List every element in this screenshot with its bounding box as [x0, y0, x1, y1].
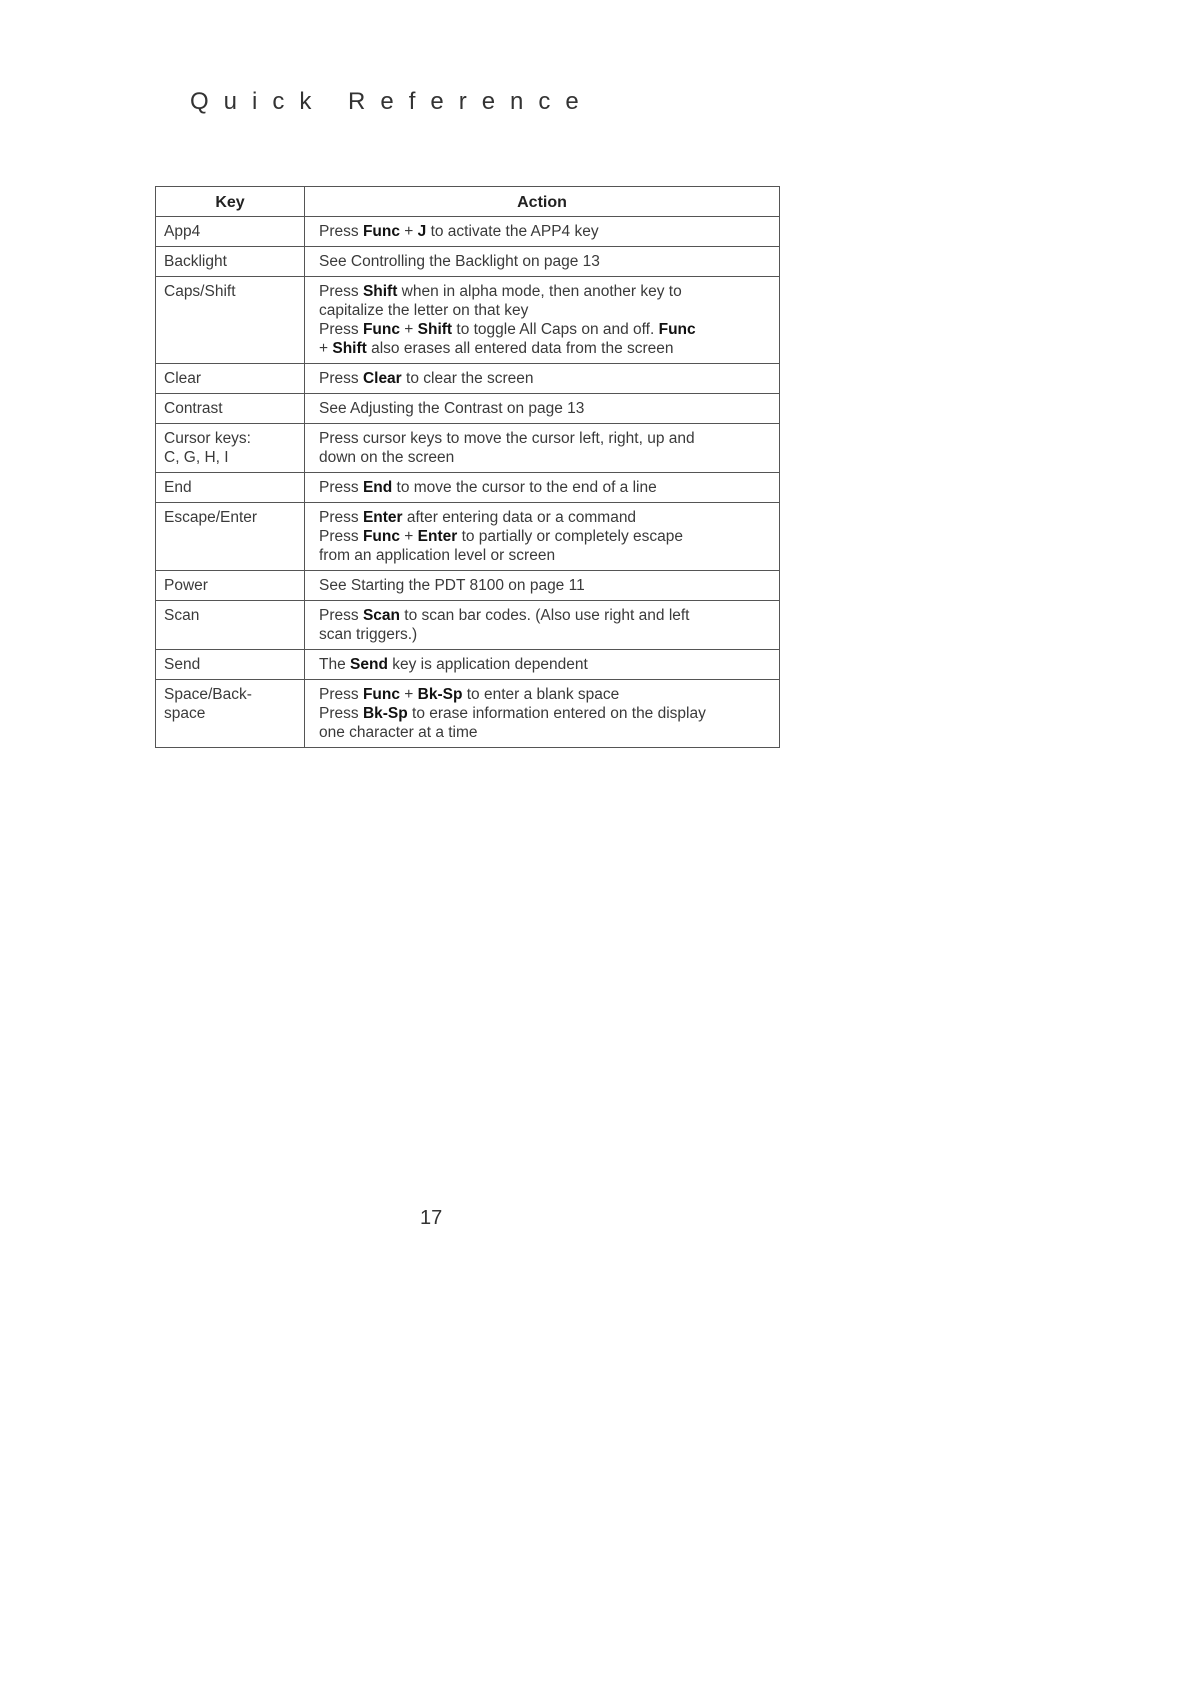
key-term: Func: [362, 321, 400, 338]
action-text: Press: [319, 607, 363, 624]
action-cell: [305, 571, 780, 601]
key-cell: [156, 277, 305, 364]
key-cell: [156, 680, 305, 748]
key-term: Scan: [362, 607, 400, 624]
key-label: Send: [164, 656, 201, 673]
action-line: [319, 723, 769, 742]
action-line: [319, 282, 769, 301]
table-row: [156, 650, 780, 680]
action-cell: [305, 424, 780, 473]
action-text: from an application level or screen: [319, 547, 556, 564]
key-term: Enter: [417, 528, 458, 545]
key-cell: [156, 601, 305, 650]
action-text: Press cursor keys to move the cursor left, right, up and: [319, 430, 695, 447]
table-row: [156, 394, 780, 424]
action-line: [319, 301, 769, 320]
action-text: +: [319, 340, 333, 357]
key-label: C, G, H, I: [164, 449, 229, 466]
action-line: [319, 222, 769, 241]
action-text: capitalize the letter on that key: [319, 302, 529, 319]
action-text: Press: [319, 370, 363, 387]
action-text: Press: [319, 479, 363, 496]
table-row: [156, 680, 780, 748]
action-text: See Starting the PDT 8100 on page 11: [319, 577, 585, 594]
key-cell: [156, 247, 305, 277]
key-term: Func: [658, 321, 696, 338]
key-term: Func: [362, 686, 400, 703]
key-label: Clear: [164, 370, 202, 387]
key-cell: [156, 503, 305, 571]
page-title: Quick Reference: [190, 88, 594, 115]
action-line: [319, 527, 769, 546]
key-term: End: [362, 479, 393, 496]
action-line: [319, 606, 769, 625]
action-line: [319, 685, 769, 704]
key-label: App4: [164, 223, 201, 240]
key-label: Cursor keys:: [164, 430, 251, 447]
action-text: to erase information entered on the display: [407, 705, 706, 722]
table-row: [156, 503, 780, 571]
action-line: [319, 339, 769, 358]
action-cell: [305, 650, 780, 680]
action-cell: [305, 277, 780, 364]
action-text: +: [399, 528, 418, 545]
action-line: [319, 478, 769, 497]
action-cell: [305, 394, 780, 424]
key-term: Bk-Sp: [417, 686, 463, 703]
action-cell: [305, 217, 780, 247]
action-text: Press: [319, 528, 363, 545]
action-text: one character at a time: [319, 724, 478, 741]
action-text: scan triggers.): [319, 626, 418, 643]
action-text: +: [399, 321, 418, 338]
key-label: End: [164, 479, 192, 496]
action-text: to activate the APP4 key: [426, 223, 599, 240]
action-cell: [305, 601, 780, 650]
action-line: [319, 625, 769, 644]
action-line: [319, 655, 769, 674]
page-number: 17: [420, 1207, 443, 1229]
action-text: Press: [319, 223, 363, 240]
action-line: [319, 399, 769, 418]
key-cell: [156, 650, 305, 680]
table-header-row: [156, 187, 780, 217]
action-line: [319, 429, 769, 448]
action-text: Press: [319, 321, 363, 338]
key-term: Shift: [362, 283, 398, 300]
action-cell: [305, 247, 780, 277]
key-term: Send: [350, 656, 388, 673]
action-text: to scan bar codes. (Also use right and left: [400, 607, 690, 624]
table-row: [156, 364, 780, 394]
action-text: The: [319, 656, 351, 673]
action-column-header: Action: [305, 187, 780, 217]
action-text: +: [399, 686, 418, 703]
table-row: [156, 247, 780, 277]
key-cell: [156, 217, 305, 247]
key-column-header: Key: [156, 187, 305, 217]
action-text: after entering data or a command: [402, 509, 637, 526]
action-text: to partially or completely escape: [457, 528, 683, 545]
action-text: +: [399, 223, 418, 240]
action-cell: [305, 680, 780, 748]
key-term: Shift: [332, 340, 367, 357]
key-label: Contrast: [164, 400, 223, 417]
action-line: [319, 320, 769, 339]
key-label: Space/Back-: [164, 686, 252, 703]
key-label: Power: [164, 577, 208, 594]
key-term: Shift: [417, 321, 453, 338]
table-row: [156, 601, 780, 650]
action-cell: [305, 503, 780, 571]
action-text: Press: [319, 283, 363, 300]
action-text: Press: [319, 509, 363, 526]
action-text: Press: [319, 705, 363, 722]
action-text: also erases all entered data from the screen: [366, 340, 674, 357]
table-row: [156, 217, 780, 247]
action-text: when in alpha mode, then another key to: [397, 283, 682, 300]
key-label: Escape/Enter: [164, 509, 258, 526]
quick-reference-table: [155, 186, 780, 748]
action-text: to clear the screen: [401, 370, 534, 387]
table-row: [156, 424, 780, 473]
table-row: [156, 473, 780, 503]
key-term: Clear: [362, 370, 402, 387]
action-text: to enter a blank space: [462, 686, 620, 703]
action-line: [319, 546, 769, 565]
key-cell: [156, 473, 305, 503]
table-body: [156, 217, 780, 748]
key-term: Bk-Sp: [362, 705, 408, 722]
action-text: to toggle All Caps on and off.: [452, 321, 659, 338]
action-line: [319, 704, 769, 723]
action-cell: [305, 364, 780, 394]
key-label: Caps/Shift: [164, 283, 236, 300]
action-line: [319, 252, 769, 271]
key-label: Scan: [164, 607, 200, 624]
key-cell: [156, 394, 305, 424]
key-term: Enter: [362, 509, 403, 526]
action-line: [319, 576, 769, 595]
key-term: Func: [362, 223, 400, 240]
action-line: [319, 369, 769, 388]
key-cell: [156, 424, 305, 473]
key-cell: [156, 571, 305, 601]
action-cell: [305, 473, 780, 503]
action-text: See Adjusting the Contrast on page 13: [319, 400, 585, 417]
key-label: Backlight: [164, 253, 227, 270]
key-label: space: [164, 705, 206, 722]
action-text: key is application dependent: [387, 656, 588, 673]
table-row: [156, 277, 780, 364]
table-row: [156, 571, 780, 601]
key-term: J: [417, 223, 427, 240]
key-term: Func: [362, 528, 400, 545]
action-text: to move the cursor to the end of a line: [392, 479, 657, 496]
key-cell: [156, 364, 305, 394]
action-line: [319, 448, 769, 467]
action-text: Press: [319, 686, 363, 703]
action-text: See Controlling the Backlight on page 13: [319, 253, 600, 270]
action-text: down on the screen: [319, 449, 455, 466]
action-line: [319, 508, 769, 527]
